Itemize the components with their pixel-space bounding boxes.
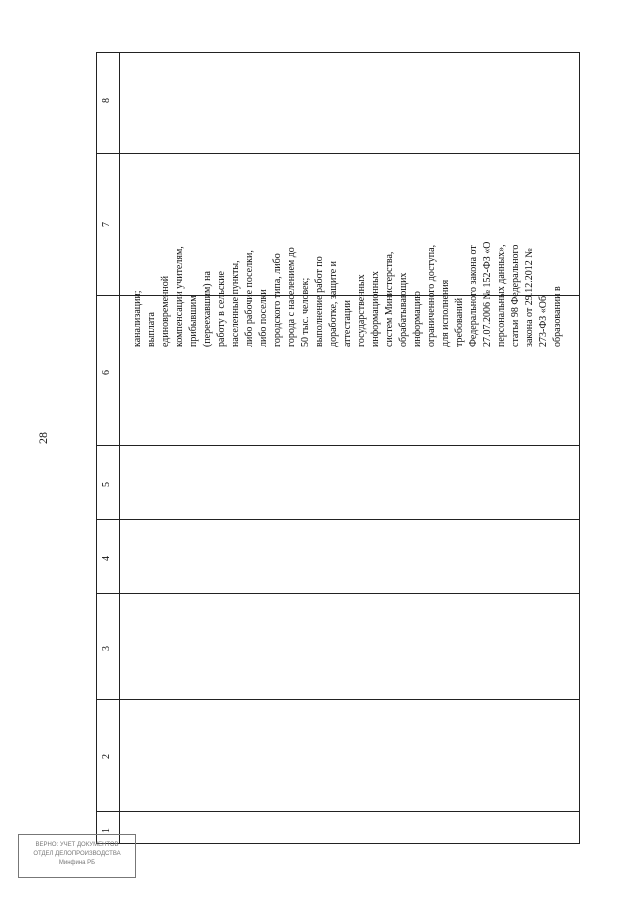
content-line: Федерального закона от bbox=[468, 245, 479, 347]
page-number: 28 bbox=[36, 432, 50, 444]
row-separator bbox=[97, 153, 579, 154]
content-line: статьи 98 Федерального bbox=[510, 244, 521, 347]
content-line: населенные пункты, bbox=[230, 260, 241, 347]
stamp-line: ВЕРНО: УЧЕТ ДОКУМЕНТОВ bbox=[35, 842, 119, 848]
column-number-1: 1 bbox=[101, 828, 112, 833]
row-separator bbox=[97, 699, 579, 700]
content-line: требований bbox=[454, 297, 465, 347]
row-separator bbox=[97, 519, 579, 520]
content-line: закона от 29.12.2012 № bbox=[524, 248, 535, 347]
column-number-2: 2 bbox=[101, 754, 112, 759]
column-number-4: 4 bbox=[101, 556, 112, 561]
content-line: выполнение работ по bbox=[314, 256, 325, 347]
content-line: образовании в bbox=[552, 286, 563, 347]
content-line: ограниченного доступа, bbox=[426, 244, 437, 347]
stamp-line: Минфина РБ bbox=[58, 860, 96, 866]
content-line: персональных данных», bbox=[496, 244, 507, 347]
column-7-content bbox=[131, 207, 565, 347]
document-table bbox=[96, 52, 580, 844]
content-line: для исполнения bbox=[440, 279, 451, 347]
content-line: 50 тыс. человек; bbox=[300, 277, 311, 347]
stamp-line: ОТДЕЛ ДЕЛОПРОИЗВОДСТВА bbox=[33, 851, 121, 857]
column-number-8: 8 bbox=[101, 98, 112, 103]
content-line: доработке, защите и bbox=[328, 260, 339, 347]
content-line: либо поселки bbox=[258, 289, 269, 347]
content-line: систем Министерства, bbox=[384, 251, 395, 347]
content-line: прибывшим bbox=[188, 295, 199, 347]
content-line: обрабатывающих bbox=[398, 272, 409, 347]
column-number-3: 3 bbox=[101, 646, 112, 651]
content-line: либо рабочие поселки, bbox=[244, 250, 255, 347]
content-line: 27.07.2006 № 152-ФЗ «О bbox=[482, 241, 493, 347]
content-line: города с населением до bbox=[286, 247, 297, 347]
row-separator bbox=[97, 593, 579, 594]
content-line: (переехавшим) на bbox=[202, 271, 213, 347]
content-line: канализации; bbox=[132, 290, 143, 347]
content-line: городского типа, либо bbox=[272, 253, 283, 347]
content-line: единовременной bbox=[160, 275, 171, 347]
column-number-6: 6 bbox=[101, 370, 112, 375]
content-line: выплата bbox=[146, 312, 157, 347]
content-line: государственных bbox=[356, 274, 367, 347]
content-line: аттестации bbox=[342, 299, 353, 347]
row-separator bbox=[97, 445, 579, 446]
content-line: компенсации учителям, bbox=[174, 246, 185, 347]
content-line: информацию bbox=[412, 291, 423, 347]
column-number-7: 7 bbox=[101, 222, 112, 227]
content-line: работу в сельские bbox=[216, 271, 227, 347]
column-number-strip bbox=[97, 53, 120, 843]
official-stamp bbox=[18, 834, 136, 878]
row-separator bbox=[97, 811, 579, 812]
content-line: 273-ФЗ «Об bbox=[538, 295, 549, 347]
content-line: информационных bbox=[370, 271, 381, 347]
column-number-5: 5 bbox=[101, 482, 112, 487]
